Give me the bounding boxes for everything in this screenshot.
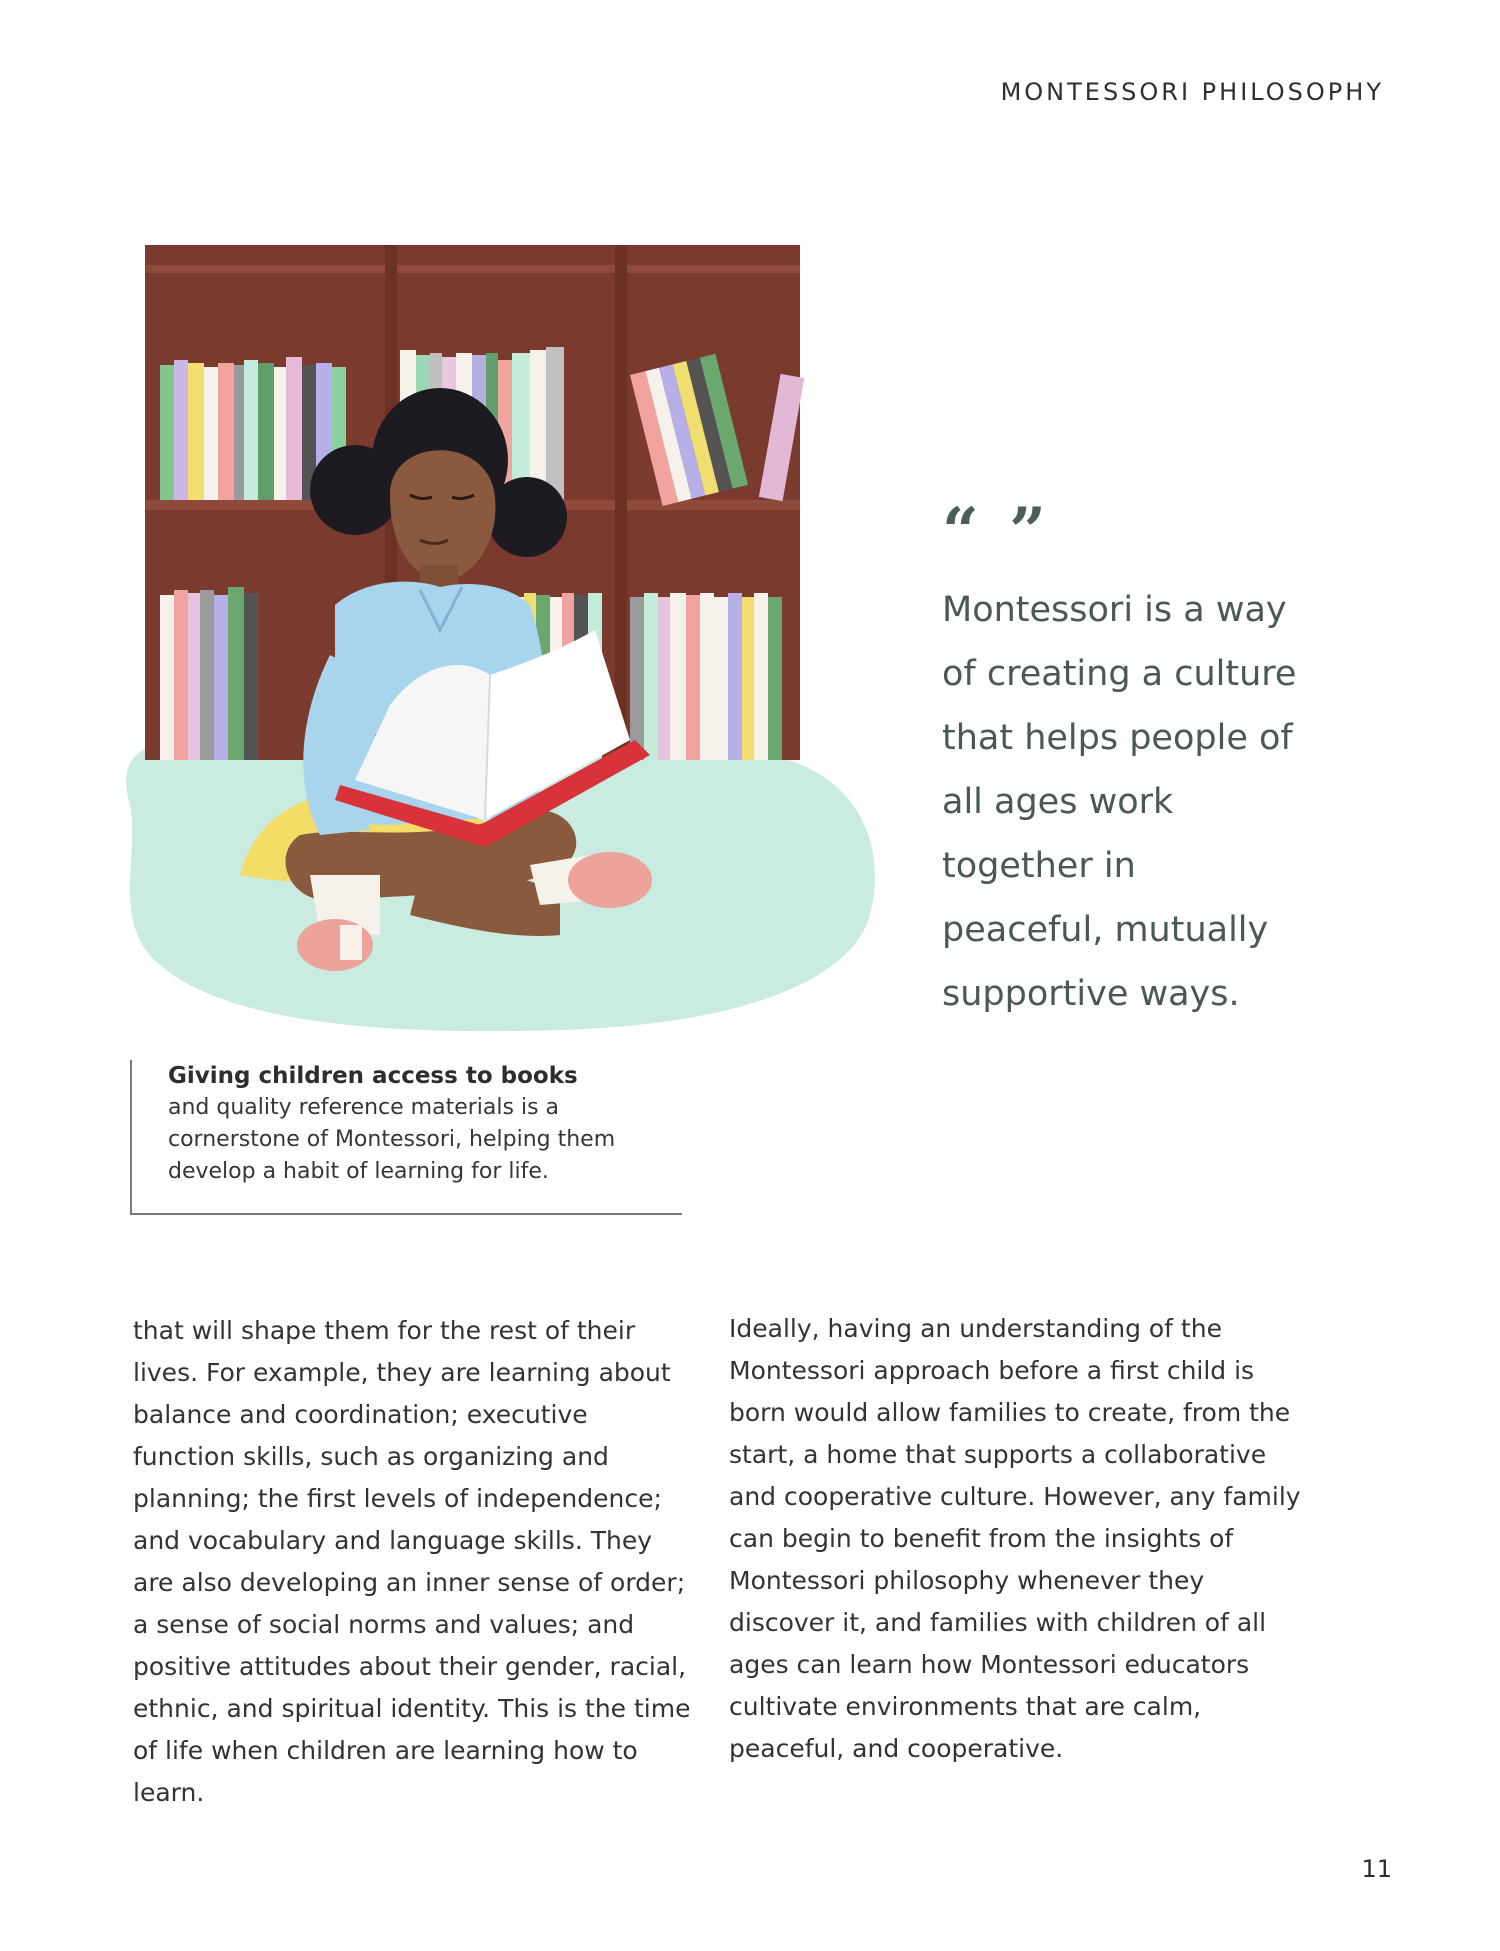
caption-lead: Giving children access to books <box>168 1063 578 1089</box>
body-text-left-column: that will shape them for the rest of their lives. For example, they are learning about balance and coordination; executive function skills, such as organizing and planning; the first levels of independence; and vocabulary and language skills. They are also developing an inner sense of order; a sense of social norms and values; and positive attitudes about their gender, racial, ethnic, and spiritual identity. This is the time of life when children are learning how to learn. <box>133 1316 691 1807</box>
girl-reading-book-illustration <box>90 235 900 1035</box>
running-header: MONTESSORI PHILOSOPHY <box>1000 78 1384 106</box>
image-caption <box>130 1060 682 1215</box>
page-number: 11 <box>1361 1855 1392 1883</box>
body-text-right-column: Ideally, having an understanding of the Montessori approach before a first child is born would allow families to create, from the start, a home that supports a collaborative and cooperative culture. However, any family can begin to benefit from the insights of Montessori philosophy whenever they discover it, and families with children of all ages can learn how Montessori educators cultivate environments that are calm, peaceful, and cooperative. <box>729 1314 1301 1763</box>
books-bottom-left <box>160 587 258 760</box>
caption-text: and quality reference materials is a cornerstone of Montessori, helping them develop a habit of learning for life. <box>168 1095 616 1184</box>
quote-marks-icon: “ ” <box>942 494 1050 569</box>
quote-text: Montessori is a way of creating a culture that helps people of all ages work together in peaceful, mutually supportive ways. <box>942 590 1297 1014</box>
pull-quote <box>942 494 1302 1026</box>
